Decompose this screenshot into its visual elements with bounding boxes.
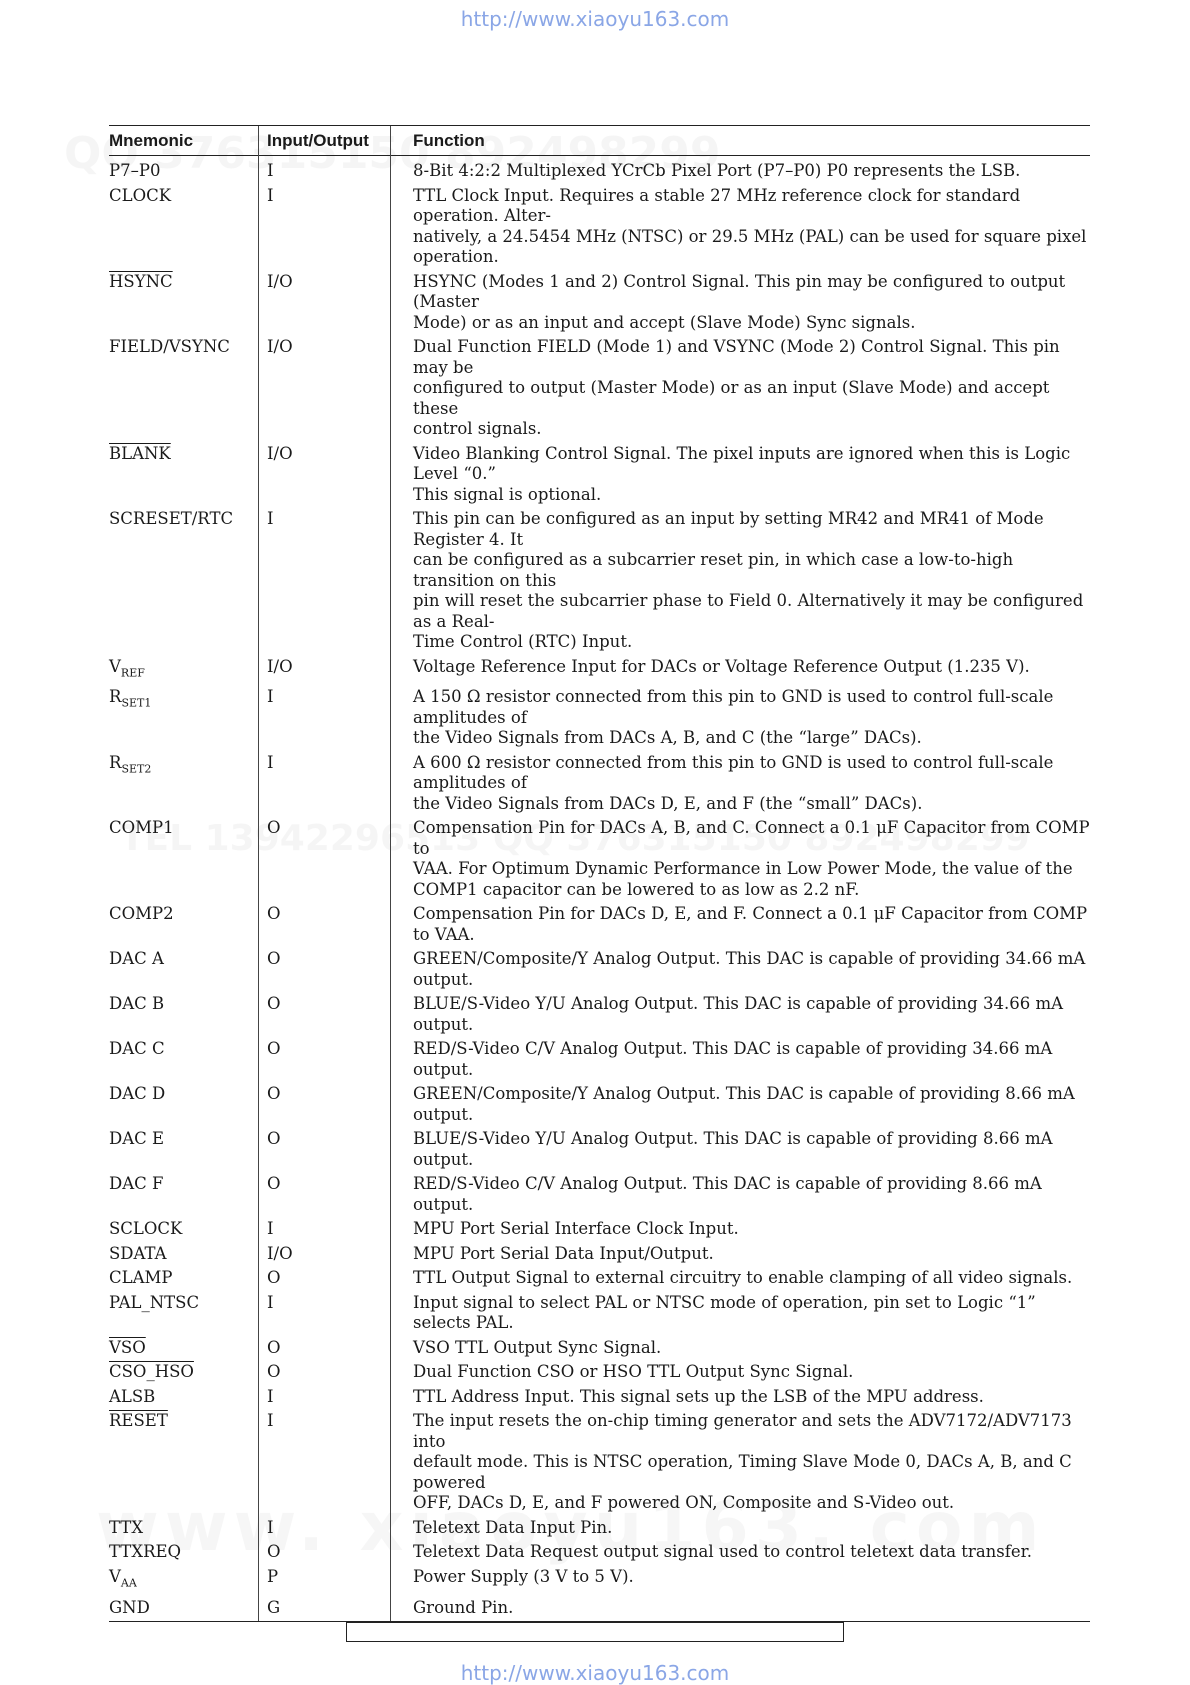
io-cell: O: [267, 1337, 281, 1357]
io-cell: I: [267, 161, 274, 180]
function-cell: Compensation Pin for DACs A, B, and C. Connect a 0.1 μF Capacitor from COMP to VAA. For Optimum Dynamic Performance in Low Power Mode, the value of the COMP1 capacitor can be lowered to as low as 2.2 nF.: [413, 818, 1090, 899]
table-row: [109, 1598, 1090, 1619]
io-cell: O: [267, 1542, 281, 1562]
mnemonic-cell: [109, 657, 258, 684]
function-cell: BLUE/S-Video Y/U Analog Output. This DAC is capable of providing 8.66 mA output.: [413, 1129, 1053, 1169]
mnemonic-text: SCRESET/RTC: [109, 509, 234, 528]
mnemonic-text: DAC E: [109, 1129, 165, 1149]
mnemonic-text: DAC C: [109, 1039, 165, 1059]
mnemonic-text: DAC B: [109, 994, 165, 1014]
mnemonic-text: V: [109, 656, 121, 676]
io-cell: O: [267, 1084, 281, 1104]
mnemonic-cell: [109, 1567, 258, 1594]
table-row: [109, 1219, 1090, 1240]
column-divider: [258, 126, 259, 1621]
table-row: [109, 1542, 1090, 1563]
io-cell: O: [267, 1174, 281, 1194]
io-cell: O: [267, 904, 281, 924]
function-cell: Teletext Data Request output signal used to control teletext data transfer.: [413, 1542, 1032, 1562]
mnemonic-text: R: [109, 752, 122, 772]
function-cell: Ground Pin.: [413, 1597, 514, 1617]
function-cell: A 600 Ω resistor connected from this pin to GND is used to control full-scale amplitudes of the Video Signals from DACs D, E, and F (the “small” DACs).: [413, 752, 1054, 813]
mnemonic-cell: [109, 1387, 258, 1408]
table-row: [109, 1268, 1090, 1289]
mnemonic-cell: [109, 1174, 258, 1215]
table-row: [109, 161, 1090, 182]
mnemonic-text: CSO_HSO: [109, 1362, 194, 1382]
mnemonic-text: R: [109, 687, 122, 707]
mnemonic-cell: [109, 1293, 258, 1334]
function-cell: VSO TTL Output Sync Signal.: [413, 1337, 662, 1357]
io-cell: I/O: [267, 656, 293, 676]
table-body: [109, 156, 1090, 1621]
footer-url: http://www.xiaoyu163.com: [460, 1661, 730, 1685]
mnemonic-cell: [109, 1338, 258, 1359]
mnemonic-text: DAC A: [109, 949, 164, 969]
io-cell: I: [267, 1517, 274, 1537]
mnemonic-cell: [109, 1362, 258, 1383]
mnemonic-subscript: SET2: [121, 762, 152, 776]
function-cell: TTL Address Input. This signal sets up the LSB of the MPU address.: [413, 1386, 984, 1406]
io-cell: P: [267, 1566, 279, 1586]
mnemonic-subscript: SET1: [121, 696, 152, 710]
mnemonic-text: TTXREQ: [109, 1542, 182, 1562]
function-cell: Dual Function FIELD (Mode 1) and VSYNC (Mode 2) Control Signal. This pin may be configured to output (Master Mode) or as an input (Slave Mode) and accept these control signals.: [413, 337, 1060, 438]
function-cell: RED/S-Video C/V Analog Output. This DAC is capable of providing 8.66 mA output.: [413, 1174, 1042, 1214]
header-function: Function: [413, 130, 485, 150]
io-cell: G: [267, 1597, 281, 1617]
mnemonic-cell: [109, 753, 258, 815]
table-row: [109, 186, 1090, 268]
footer-box: [346, 1622, 844, 1642]
table-row: [109, 1362, 1090, 1383]
mnemonic-cell: [109, 272, 258, 334]
mnemonic-cell: [109, 1411, 258, 1514]
function-cell: Input signal to select PAL or NTSC mode of operation, pin set to Logic “1” selects PAL.: [413, 1292, 1036, 1333]
function-cell: Teletext Data Input Pin.: [413, 1517, 613, 1537]
mnemonic-text: DAC F: [109, 1174, 164, 1194]
function-cell: The input resets the on-chip timing generator and sets the ADV7172/ADV7173 into default mode. This is NTSC operation, Timing Slave Mode 0, DACs A, B, and C powered OFF, DACs D, E, and F powered ON, Composite and S-Video out.: [413, 1411, 1072, 1513]
table-header-row: [109, 126, 1090, 156]
mnemonic-text: TTX: [109, 1517, 144, 1537]
io-cell: I/O: [267, 337, 293, 356]
mnemonic-cell: [109, 1244, 258, 1265]
mnemonic-cell: [109, 1039, 258, 1080]
table-row: [109, 753, 1090, 815]
mnemonic-text: PAL_NTSC: [109, 1292, 200, 1312]
table-row: [109, 1244, 1090, 1265]
mnemonic-cell: [109, 818, 258, 900]
table-row: [109, 509, 1090, 653]
mnemonic-cell: [109, 1518, 258, 1539]
mnemonic-cell: [109, 444, 258, 506]
mnemonic-text: V: [109, 1566, 121, 1586]
table-row: [109, 949, 1090, 990]
function-cell: TTL Clock Input. Requires a stable 27 MHz reference clock for standard operation. Alter- natively, a 24.5454 MHz (NTSC) or 29.5 MHz (PAL) can be used for square pixel operation.: [413, 185, 1087, 266]
table-row: [109, 1338, 1090, 1359]
function-cell: Compensation Pin for DACs D, E, and F. Connect a 0.1 μF Capacitor from COMP to VAA.: [413, 904, 1088, 944]
header-mnemonic: Mnemonic: [109, 130, 194, 150]
mnemonic-text: $\overline{VSO}$: [109, 1337, 146, 1357]
table-row: [109, 1129, 1090, 1170]
io-cell: O: [267, 818, 281, 838]
column-divider: [390, 126, 391, 1621]
function-cell: BLUE/S-Video Y/U Analog Output. This DAC is capable of providing 34.66 mA output.: [413, 994, 1064, 1034]
mnemonic-text: DAC D: [109, 1084, 166, 1104]
mnemonic-cell: [109, 509, 258, 653]
function-cell: A 150 Ω resistor connected from this pin to GND is used to control full-scale amplitudes of the Video Signals from DACs A, B, and C (the “large” DACs).: [413, 687, 1054, 748]
table-row: [109, 1174, 1090, 1215]
table-row: [109, 1567, 1090, 1594]
io-cell: I: [267, 1292, 274, 1312]
mnemonic-cell: [109, 949, 258, 990]
io-cell: I/O: [267, 443, 293, 463]
mnemonic-cell: [109, 1542, 258, 1563]
function-cell: MPU Port Serial Data Input/Output.: [413, 1243, 714, 1263]
io-cell: O: [267, 1039, 281, 1059]
mnemonic-cell: [109, 186, 258, 268]
mnemonic-text: ALSB: [109, 1386, 156, 1406]
function-cell: GREEN/Composite/Y Analog Output. This DAC is capable of providing 8.66 mA output.: [413, 1084, 1075, 1124]
table-row: [109, 818, 1090, 900]
mnemonic-cell: [109, 1219, 258, 1240]
io-cell: I: [267, 509, 274, 528]
mnemonic-text: P7–P0: [109, 161, 161, 180]
function-cell: 8-Bit 4:2:2 Multiplexed YCrCb Pixel Port (P7–P0) P0 represents the LSB.: [413, 161, 1021, 180]
function-cell: HSYNC (Modes 1 and 2) Control Signal. This pin may be configured to output (Master Mode) or as an input and accept (Slave Mode) Sync signals.: [413, 271, 1066, 332]
function-cell: RED/S-Video C/V Analog Output. This DAC is capable of providing 34.66 mA output.: [413, 1039, 1053, 1079]
table-row: [109, 687, 1090, 749]
function-cell: Voltage Reference Input for DACs or Voltage Reference Output (1.235 V).: [413, 656, 1030, 676]
io-cell: O: [267, 949, 281, 969]
table-row: [109, 1293, 1090, 1334]
mnemonic-text: BLANK: [109, 443, 171, 463]
io-cell: I: [267, 1219, 274, 1239]
table-row: [109, 657, 1090, 684]
mnemonic-text: COMP2: [109, 904, 174, 924]
io-cell: I: [267, 1386, 274, 1406]
mnemonic-text: COMP1: [109, 818, 174, 838]
io-cell: I: [267, 185, 274, 205]
pin-function-table: [109, 125, 1090, 1622]
function-cell: Video Blanking Control Signal. The pixel inputs are ignored when this is Logic Level “0.” This signal is optional.: [413, 443, 1071, 504]
header-input-output: Input/Output: [267, 130, 369, 150]
mnemonic-cell: [109, 1268, 258, 1289]
table-row: [109, 1411, 1090, 1514]
mnemonic-text: CLAMP: [109, 1268, 173, 1288]
mnemonic-text: HSYNC: [109, 271, 173, 291]
mnemonic-text: RESET: [109, 1411, 168, 1431]
mnemonic-text: SDATA: [109, 1243, 167, 1263]
mnemonic-subscript: AA: [120, 1576, 137, 1590]
mnemonic-cell: [109, 994, 258, 1035]
mnemonic-cell: [109, 161, 258, 182]
table-row: [109, 1518, 1090, 1539]
io-cell: I: [267, 752, 274, 772]
io-cell: O: [267, 1129, 281, 1149]
io-cell: I/O: [267, 1243, 293, 1263]
io-cell: I: [267, 1411, 274, 1431]
function-cell: TTL Output Signal to external circuitry to enable clamping of all video signals.: [413, 1268, 1073, 1288]
mnemonic-cell: [109, 1598, 258, 1619]
function-cell: Power Supply (3 V to 5 V).: [413, 1566, 634, 1586]
io-cell: O: [267, 1362, 281, 1382]
function-cell: MPU Port Serial Interface Clock Input.: [413, 1219, 739, 1239]
mnemonic-text: FIELD/VSYNC: [109, 337, 230, 356]
function-cell: Dual Function CSO or HSO TTL Output Sync Signal.: [413, 1362, 854, 1382]
mnemonic-cell: [109, 687, 258, 749]
table-row: [109, 272, 1090, 334]
function-cell: This pin can be configured as an input by setting MR42 and MR41 of Mode Register 4. It can be configured as a subcarrier reset pin, in which case a low-to-high transition on this pin will reset the subcarrier phase to Field 0. Alternatively it may be configured as a Real- Time Control (RTC) Input.: [413, 509, 1084, 651]
mnemonic-cell: [109, 1084, 258, 1125]
table-row: [109, 1039, 1090, 1080]
mnemonic-cell: [109, 1129, 258, 1170]
mnemonic-cell: [109, 337, 258, 440]
io-cell: O: [267, 994, 281, 1014]
io-cell: I/O: [267, 271, 293, 291]
mnemonic-subscript: REF: [120, 665, 145, 679]
table-row: [109, 337, 1090, 440]
table-row: [109, 994, 1090, 1035]
io-cell: I: [267, 687, 274, 707]
mnemonic-text: CLOCK: [109, 185, 172, 205]
table-row: [109, 904, 1090, 945]
table-row: [109, 1084, 1090, 1125]
mnemonic-cell: [109, 904, 258, 945]
table-row: [109, 444, 1090, 506]
function-cell: GREEN/Composite/Y Analog Output. This DAC is capable of providing 34.66 mA output.: [413, 949, 1086, 989]
header-url: http://www.xiaoyu163.com: [460, 7, 730, 31]
mnemonic-text: GND: [109, 1597, 150, 1617]
io-cell: O: [267, 1268, 281, 1288]
table-row: [109, 1387, 1090, 1408]
mnemonic-text: SCLOCK: [109, 1219, 183, 1239]
